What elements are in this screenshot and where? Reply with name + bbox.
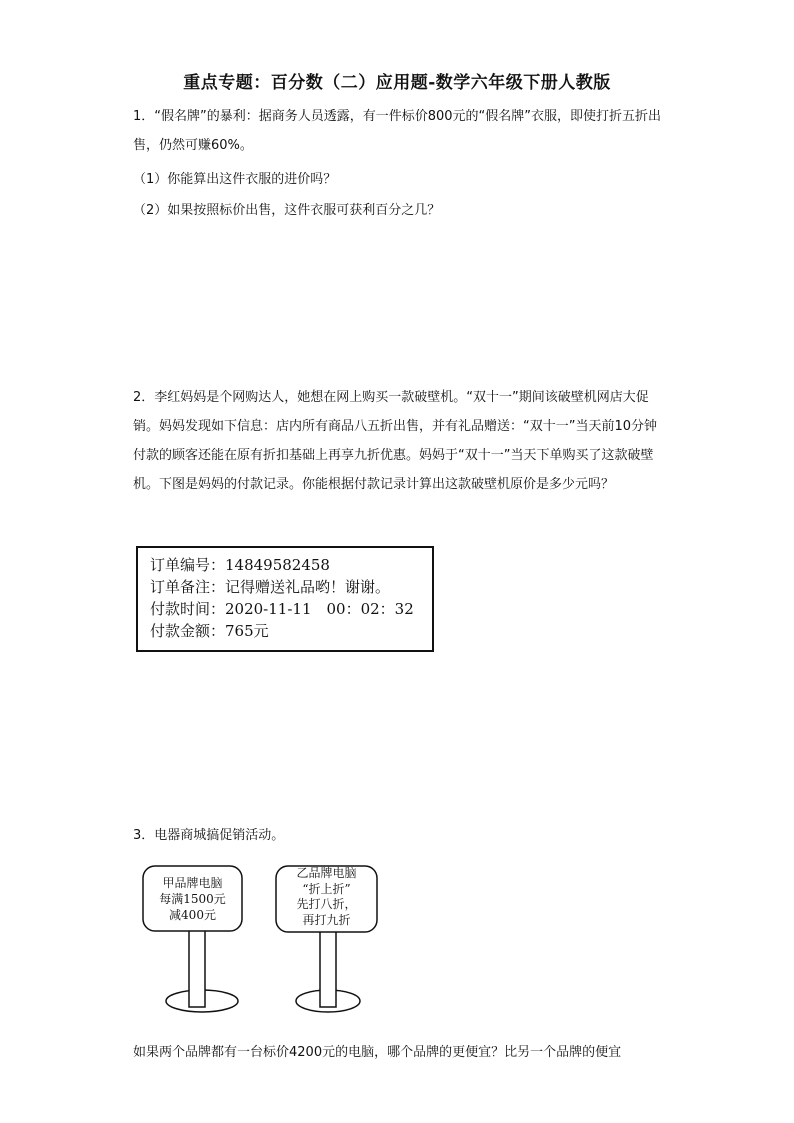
page-title: 重点专题：百分数（二）应用题-数学六年级下册人教版 xyxy=(183,73,611,93)
question-1-part-2: （2）如果按照标价出售，这件衣服可获利百分之几？ xyxy=(133,203,441,218)
sign-a-text xyxy=(143,875,242,923)
order-note: 订单备注：记得赠送礼品哟！谢谢。 xyxy=(150,578,391,596)
sign-b-line-3: 先打八折， xyxy=(296,897,357,911)
question-3-text: 3．电器商城搞促销活动。 xyxy=(133,828,285,843)
order-number: 订单编号：14849582458 xyxy=(150,556,330,574)
sign-b-line-2: “折上折” xyxy=(302,881,351,896)
question-3-question: 如果两个品牌都有一台标价4200元的电脑，哪个品牌的更便宜？比另一个品牌的便宜 xyxy=(133,1045,622,1060)
question-1-part-1: （1）你能算出这件衣服的进价吗？ xyxy=(133,172,337,187)
payment-time: 付款时间：2020-11-11 00：02：32 xyxy=(150,600,414,618)
sign-a-line-1: 甲品牌电脑 xyxy=(162,876,223,890)
sign-a-line-3: 减400元 xyxy=(169,908,216,922)
sign-b-line-4: 再打九折 xyxy=(302,912,351,927)
sign-b-text xyxy=(276,866,377,928)
sign-b-line-1: 乙品牌电脑 xyxy=(296,866,357,880)
payment-amount: 付款金额：765元 xyxy=(150,622,269,640)
sign-a-line-2: 每满1500元 xyxy=(159,892,226,906)
question-1-text: 1．“假名牌”的暴利：据商务人员透露，有一件标价800元的“假名牌”衣服，即使打折五折出售，仍然可赚60%。 xyxy=(133,109,662,153)
question-2-text: 2．李红妈妈是个网购达人，她想在网上购买一款破壁机。“双十一”期间该破壁机网店大促销。妈妈发现如下信息：店内所有商品八五折出售，并有礼品赠送：“双十一”当天前10分钟付款的顾客还能在原有折扣基础上再享九折优惠。妈妈于“双十一”当天下单购买了这款破壁机。下图是妈妈的付款记录。你能根据付款记录计算出这款破壁机原价是多少元吗？ xyxy=(133,390,658,492)
